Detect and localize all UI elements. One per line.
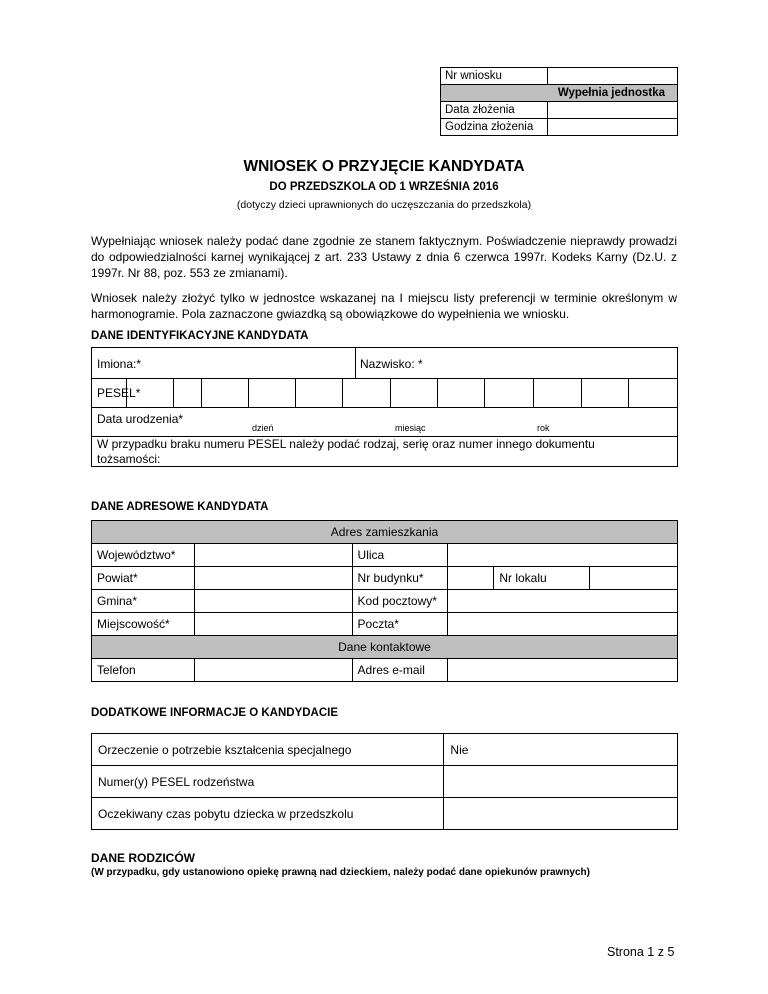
phone-field[interactable] xyxy=(194,659,352,682)
registration-box xyxy=(440,67,678,136)
year-label: rok xyxy=(537,423,550,433)
submission-time-field[interactable] xyxy=(548,119,678,136)
page-number: Strona 1 z 5 xyxy=(607,945,675,959)
document-scope-note: (dotyczy dzieci uprawnionych do uczęszczania do przedszkola) xyxy=(236,199,532,211)
table-row xyxy=(92,798,678,830)
building-number-label: Nr budynku* xyxy=(352,567,448,590)
phone-label: Telefon xyxy=(92,659,195,682)
month-label: miesiąc xyxy=(395,423,426,433)
stay-duration-value[interactable] xyxy=(444,798,678,830)
town-field[interactable] xyxy=(194,613,352,636)
building-number-field[interactable] xyxy=(448,567,494,590)
parents-heading: DANE RODZICÓW xyxy=(91,851,195,865)
additional-info-table xyxy=(91,733,678,830)
legal-notice-paragraph: Wypełniając wniosek należy podać dane zgodnie ze stanem faktycznym. Poświadczenie nieprawdy prowadzi do odpowiedzialności karnej wynikającej z art. 233 Ustawy z dnia 6 czerwca 1997r. Kodeks Karny (Dz.U. z 1997r. Nr 88, poz. 553 ze zmianami). xyxy=(91,234,677,280)
flat-number-label: Nr lokalu xyxy=(494,567,590,590)
application-number-label: Nr wniosku xyxy=(441,68,548,85)
address-heading: DANE ADRESOWE KANDYDATA xyxy=(91,501,269,513)
additional-info-heading: DODATKOWE INFORMACJE O KANDYDACIE xyxy=(91,707,339,719)
post-office-label: Poczta* xyxy=(352,613,448,636)
post-office-field[interactable] xyxy=(448,613,678,636)
parents-note: (W przypadku, gdy ustanowiono opiekę prawną nad dzieckiem, należy podać dane opiekunów prawnych) xyxy=(91,867,590,878)
document-title: WNIOSEK O PRZYJĘCIE KANDYDATA xyxy=(243,158,525,175)
birth-date-field[interactable] xyxy=(242,408,677,422)
county-field[interactable] xyxy=(194,567,352,590)
email-field[interactable] xyxy=(448,659,678,682)
surname-field[interactable] xyxy=(357,349,677,377)
street-field[interactable] xyxy=(448,544,678,567)
voivodeship-label: Województwo* xyxy=(92,544,195,567)
identification-heading: DANE IDENTYFIKACYJNE KANDYDATA xyxy=(91,330,309,342)
stay-duration-label: Oczekiwany czas pobytu dziecka w przedszkolu xyxy=(92,798,444,830)
town-label: Miejscowość* xyxy=(92,613,195,636)
street-label: Ulica xyxy=(352,544,448,567)
siblings-pesel-label: Numer(y) PESEL rodzeństwa xyxy=(92,766,444,798)
commune-label: Gmina* xyxy=(92,590,195,613)
registration-header: Wypełnia jednostka xyxy=(441,85,678,102)
flat-number-field[interactable] xyxy=(590,567,678,590)
table-row xyxy=(92,766,678,798)
first-names-label: Imiona:* xyxy=(97,357,142,371)
application-number-field[interactable] xyxy=(548,68,678,85)
commune-field[interactable] xyxy=(194,590,352,613)
table-row xyxy=(92,734,678,766)
day-label: dzień xyxy=(252,423,274,433)
postal-code-label: Kod pocztowy* xyxy=(352,590,448,613)
county-label: Powiat* xyxy=(92,567,195,590)
submission-date-field[interactable] xyxy=(548,102,678,119)
voivodeship-field[interactable] xyxy=(194,544,352,567)
birth-date-label: Data urodzenia* xyxy=(97,412,184,426)
siblings-pesel-value[interactable] xyxy=(444,766,678,798)
identification-table xyxy=(91,347,678,467)
no-pesel-note: W przypadku braku numeru PESEL należy podać rodzaj, serię oraz numer innego dokumentu tożsamości: xyxy=(97,437,595,466)
submission-time-label: Godzina złożenia xyxy=(441,119,548,136)
special-education-value[interactable]: Nie xyxy=(444,734,678,766)
special-education-label: Orzeczenie o potrzebie kształcenia specjalnego xyxy=(92,734,444,766)
submission-instructions-paragraph: Wniosek należy złożyć tylko w jednostce wskazanej na I miejscu listy preferencji w terminie określonym w harmonogramie. Pola zaznaczone gwiazdką są obowiązkowe do wypełnienia we wniosku. xyxy=(91,291,677,321)
document-subtitle: DO PRZEDSZKOLA OD 1 WRZEŚNIA 2016 xyxy=(269,181,499,193)
submission-date-label: Data złożenia xyxy=(441,102,548,119)
residence-address-header: Adres zamieszkania xyxy=(92,521,678,544)
pesel-digit-fields[interactable] xyxy=(127,379,677,406)
address-table xyxy=(91,520,678,682)
surname-label: Nazwisko: * xyxy=(360,357,423,371)
email-label: Adres e-mail xyxy=(352,659,448,682)
pesel-label: PESEL* xyxy=(97,386,141,400)
contact-data-header: Dane kontaktowe xyxy=(92,636,678,659)
postal-code-field[interactable] xyxy=(448,590,678,613)
